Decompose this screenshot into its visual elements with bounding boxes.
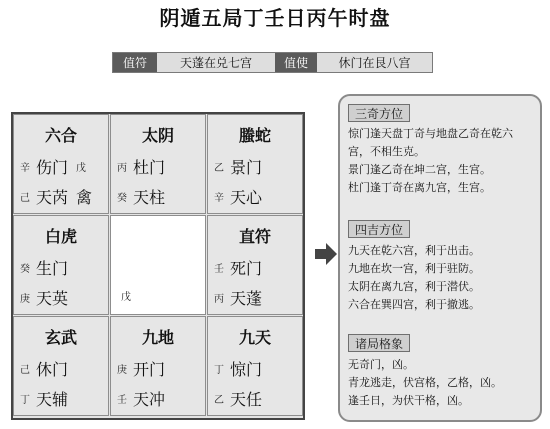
palace-qian — [207, 316, 303, 416]
palace-li — [110, 114, 206, 214]
sanqi-title: 三奇方位 — [348, 104, 410, 122]
palace-god: 六合 — [44, 126, 77, 145]
star-label: 天蓬 — [230, 289, 263, 308]
sanqi-line: 惊门逢天盘丁奇与地盘乙奇在乾六 — [348, 127, 513, 140]
earth-stem: 丁 — [20, 395, 30, 406]
right-arrow-icon — [313, 241, 339, 267]
heaven-stem: 壬 — [214, 264, 224, 275]
star-label: 天心 — [230, 188, 263, 207]
heaven-stem: 辛 — [20, 163, 30, 174]
heaven-stem: 癸 — [20, 264, 30, 275]
earth-stem: 乙 — [214, 395, 224, 406]
center-stem: 戊 — [121, 292, 131, 303]
siji-line: 太阴在离九宫，利于潜伏。 — [348, 280, 480, 293]
heaven-stem: 庚 — [117, 365, 127, 376]
heaven-stem: 己 — [20, 365, 30, 376]
door-label: 惊门 — [230, 360, 263, 379]
palace-center — [110, 215, 206, 315]
siji-line: 九地在坎一宫，利于驻防。 — [348, 262, 480, 275]
earth-stem: 己 — [20, 193, 30, 204]
door-label: 景门 — [230, 158, 263, 177]
heaven-stem: 丙 — [117, 163, 127, 174]
siji-body — [348, 242, 534, 314]
analysis-panel — [338, 94, 542, 422]
extra-stem: 戊 — [76, 163, 87, 174]
earth-stem: 庚 — [20, 294, 30, 305]
palace-god: 太阴 — [141, 126, 174, 145]
heaven-stem: 丁 — [214, 365, 224, 376]
earth-stem: 丙 — [214, 294, 224, 305]
door-label: 伤门 — [36, 158, 69, 177]
palace-gen — [13, 316, 109, 416]
palace-zhen — [13, 215, 109, 315]
chart-title: 阴遁五局丁壬日丙午时盘 — [159, 6, 391, 30]
zhifu-label: 值符 — [113, 53, 157, 72]
palace-xun — [13, 114, 109, 214]
geju-body — [348, 356, 534, 410]
sanqi-line: 宫，不相生克。 — [348, 145, 425, 158]
sanqi-line: 杜门逢丁奇在离九宫，生宫。 — [348, 181, 491, 194]
info-bar — [112, 52, 433, 73]
door-label: 休门 — [36, 360, 69, 379]
door-label: 杜门 — [133, 158, 166, 177]
palace-god: 螣蛇 — [238, 126, 271, 145]
geju-title: 诸局格象 — [348, 334, 410, 352]
siji-line: 九天在乾六宫，利于出击。 — [348, 244, 480, 257]
star-label: 天任 — [230, 390, 263, 409]
earth-stem: 辛 — [214, 193, 224, 204]
earth-stem: 癸 — [117, 193, 127, 204]
earth-stem: 壬 — [117, 395, 127, 406]
zhishi-label: 值使 — [275, 53, 317, 72]
palace-grid — [11, 112, 305, 420]
palace-kan — [110, 316, 206, 416]
palace-kun — [207, 114, 303, 214]
extra-star: 禽 — [76, 188, 93, 207]
geju-line: 无奇门，凶。 — [348, 358, 414, 371]
star-label: 天芮 — [36, 188, 69, 207]
door-label: 开门 — [133, 360, 166, 379]
siji-title: 四吉方位 — [348, 220, 410, 238]
palace-god: 直符 — [238, 227, 271, 246]
palace-god: 白虎 — [44, 227, 77, 246]
star-label: 天英 — [36, 289, 69, 308]
heaven-stem: 乙 — [214, 163, 224, 174]
palace-god: 玄武 — [44, 328, 77, 347]
star-label: 天辅 — [36, 390, 69, 409]
star-label: 天冲 — [133, 390, 166, 409]
zhishi-value: 休门在艮八宫 — [317, 53, 432, 72]
palace-dui — [207, 215, 303, 315]
zhifu-value: 天蓬在兑七宫 — [157, 53, 275, 72]
sanqi-line: 景门逢乙奇在坤二宫，生宫。 — [348, 163, 491, 176]
palace-god: 九天 — [238, 328, 271, 347]
door-label: 死门 — [230, 259, 263, 278]
door-label: 生门 — [36, 259, 69, 278]
star-label: 天柱 — [133, 188, 166, 207]
geju-line: 青龙逃走，伏宫格，乙格，凶。 — [348, 376, 502, 389]
sanqi-body — [348, 125, 534, 197]
palace-god: 九地 — [141, 328, 174, 347]
siji-line: 六合在巽四宫，利于撤逃。 — [348, 298, 480, 311]
geju-line: 逢壬日，为伏干格，凶。 — [348, 394, 469, 407]
